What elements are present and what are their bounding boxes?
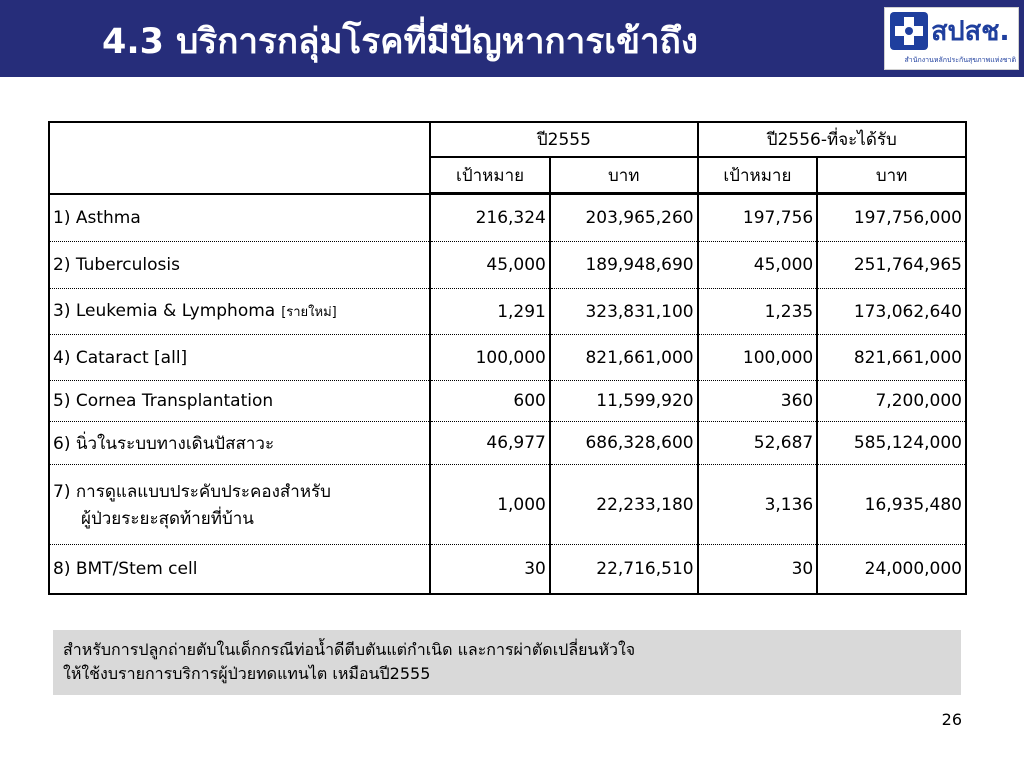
logo-subtitle: สำนักงานหลักประกันสุขภาพแห่งชาติ bbox=[904, 56, 1016, 64]
cell-baht-2556: 16,935,480 bbox=[817, 465, 966, 545]
cell-baht-2555: 203,965,260 bbox=[550, 194, 698, 242]
cell-target-2555: 216,324 bbox=[430, 194, 550, 242]
cell-target-2556: 52,687 bbox=[698, 422, 818, 465]
cell-target-2556: 1,235 bbox=[698, 289, 818, 335]
cell-target-2556: 3,136 bbox=[698, 465, 818, 545]
cell-baht-2555: 189,948,690 bbox=[550, 242, 698, 289]
row-label: 1) Asthma bbox=[49, 194, 430, 242]
row-label: 8) BMT/Stem cell bbox=[49, 545, 430, 594]
note-line-2: ให้ใช้งบรายการบริการผู้ป่วยทดแทนไต เหมือนปี2555 bbox=[63, 664, 431, 683]
cell-baht-2555: 11,599,920 bbox=[550, 381, 698, 422]
table-row bbox=[49, 465, 966, 545]
table-row bbox=[49, 194, 966, 242]
title-bar bbox=[0, 0, 1024, 77]
table-header-row-years bbox=[49, 122, 966, 157]
cell-target-2555: 600 bbox=[430, 381, 550, 422]
service-budget-table bbox=[48, 121, 967, 595]
cell-baht-2556: 7,200,000 bbox=[817, 381, 966, 422]
cell-target-2556: 360 bbox=[698, 381, 818, 422]
cell-target-2555: 45,000 bbox=[430, 242, 550, 289]
row-label: 6) นิ่วในระบบทางเดินปัสสาวะ bbox=[49, 422, 430, 465]
cell-target-2555: 1,291 bbox=[430, 289, 550, 335]
row-label: 3) Leukemia & Lymphoma [รายใหม่] bbox=[49, 289, 430, 335]
cell-target-2555: 100,000 bbox=[430, 335, 550, 381]
row-label: 2) Tuberculosis bbox=[49, 242, 430, 289]
cell-baht-2556: 251,764,965 bbox=[817, 242, 966, 289]
table-row bbox=[49, 335, 966, 381]
note-line-1: สำหรับการปลูกถ่ายตับในเด็กกรณีท่อน้ำดีตีบตันแต่กำเนิด และการผ่าตัดเปลี่ยนหัวใจ bbox=[63, 640, 636, 659]
cell-target-2556: 45,000 bbox=[698, 242, 818, 289]
year-header-2555: ปี2555 bbox=[430, 122, 697, 157]
logo-wordmark: สปสช. bbox=[931, 16, 1010, 47]
page-number: 26 bbox=[941, 710, 962, 729]
note-box bbox=[53, 630, 961, 695]
row-tag-new: [รายใหม่] bbox=[281, 305, 337, 320]
cell-baht-2555: 821,661,000 bbox=[550, 335, 698, 381]
cell-baht-2555: 22,716,510 bbox=[550, 545, 698, 594]
cell-target-2556: 100,000 bbox=[698, 335, 818, 381]
table-row bbox=[49, 381, 966, 422]
row-label: 7) การดูแลแบบประคับประคองสำหรับ ผู้ป่วยระยะสุดท้ายที่บ้าน bbox=[49, 465, 430, 545]
subheader-target-2555: เป้าหมาย bbox=[430, 157, 550, 194]
cell-target-2556: 197,756 bbox=[698, 194, 818, 242]
cell-baht-2555: 686,328,600 bbox=[550, 422, 698, 465]
table-row bbox=[49, 289, 966, 335]
cell-target-2555: 46,977 bbox=[430, 422, 550, 465]
year-header-2556: ปี2556-ที่จะได้รับ bbox=[698, 122, 966, 157]
row-label-line2: ผู้ป่วยระยะสุดท้ายที่บ้าน bbox=[81, 508, 254, 529]
cell-target-2555: 30 bbox=[430, 545, 550, 594]
subheader-target-2556: เป้าหมาย bbox=[698, 157, 818, 194]
subheader-baht-2556: บาท bbox=[817, 157, 966, 194]
cell-baht-2556: 24,000,000 bbox=[817, 545, 966, 594]
table-row bbox=[49, 242, 966, 289]
cell-baht-2556: 821,661,000 bbox=[817, 335, 966, 381]
slide-title: 4.3 บริการกลุ่มโรคที่มีปัญหาการเข้าถึง bbox=[102, 22, 698, 62]
cell-baht-2556: 197,756,000 bbox=[817, 194, 966, 242]
cell-baht-2556: 173,062,640 bbox=[817, 289, 966, 335]
row-label: 4) Cataract [all] bbox=[49, 335, 430, 381]
cell-baht-2556: 585,124,000 bbox=[817, 422, 966, 465]
table-row bbox=[49, 545, 966, 594]
cell-target-2556: 30 bbox=[698, 545, 818, 594]
cell-baht-2555: 22,233,180 bbox=[550, 465, 698, 545]
table-header-blank bbox=[49, 122, 430, 194]
cell-target-2555: 1,000 bbox=[430, 465, 550, 545]
nhso-emblem-icon bbox=[890, 12, 928, 50]
nhso-logo bbox=[884, 7, 1019, 70]
table-row bbox=[49, 422, 966, 465]
subheader-baht-2555: บาท bbox=[550, 157, 698, 194]
cell-baht-2555: 323,831,100 bbox=[550, 289, 698, 335]
row-label: 5) Cornea Transplantation bbox=[49, 381, 430, 422]
